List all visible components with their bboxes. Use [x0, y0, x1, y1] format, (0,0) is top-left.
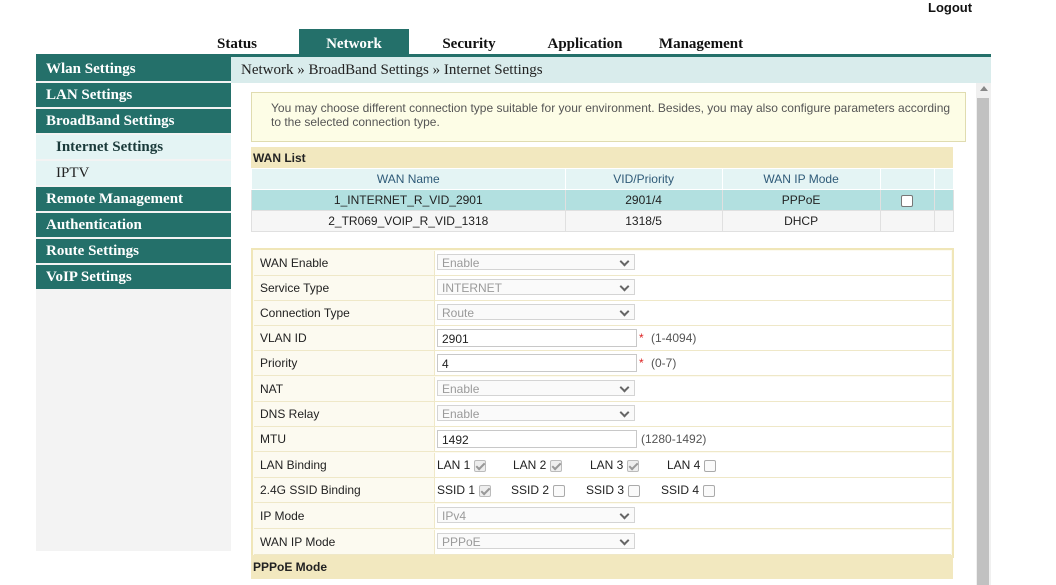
form-row-wan-enable	[254, 251, 951, 276]
lan-2-label: LAN 2	[513, 458, 547, 472]
wan-ip-mode-cell: DHCP	[722, 211, 880, 232]
top-navigation	[196, 29, 757, 54]
lan-3-checkbox[interactable]	[627, 460, 639, 472]
form-row-mtu	[254, 427, 951, 452]
tab-network[interactable]: Network	[299, 29, 409, 54]
wan-list-table	[251, 168, 954, 232]
sidebar-item-wlan-settings[interactable]: Wlan Settings	[36, 57, 231, 81]
sidebar-item-iptv[interactable]: IPTV	[36, 161, 231, 185]
chevron-down-icon	[620, 257, 630, 267]
wan-enable-value: Enable	[442, 256, 480, 270]
wan-enable-label: WAN Enable	[254, 251, 435, 275]
scroll-up-arrow-icon[interactable]	[980, 86, 988, 91]
ssid-3-label: SSID 3	[586, 483, 625, 497]
wan-name-cell: 2_TR069_VOIP_R_VID_1318	[252, 211, 566, 232]
sidebar-item-voip-settings[interactable]: VoIP Settings	[36, 265, 231, 289]
mtu-input[interactable]: 1492	[437, 430, 637, 448]
info-notice: You may choose different connection type suitable for your environment. Besides, you may also configure parameters according to the selected connection type.	[251, 92, 966, 142]
column-header-wan-ip-mode: WAN IP Mode	[722, 169, 880, 190]
mtu-range-hint: (1280-1492)	[641, 432, 707, 446]
nat-label: NAT	[254, 377, 435, 401]
wan-name-cell: 1_INTERNET_R_VID_2901	[252, 190, 566, 211]
main-content	[231, 83, 976, 585]
ssid-2-checkbox[interactable]	[553, 485, 565, 497]
tab-status[interactable]: Status	[216, 36, 257, 52]
sidebar-item-internet-settings[interactable]: Internet Settings	[36, 135, 231, 159]
ip-mode-value: IPv4	[442, 509, 467, 523]
ssid-3-checkbox[interactable]	[628, 485, 640, 497]
lan-3-label: LAN 3	[590, 458, 624, 472]
mtu-label: MTU	[254, 427, 435, 451]
vid-priority-cell: 2901/4	[565, 190, 722, 211]
lan-2-checkbox[interactable]	[550, 460, 562, 472]
logout-link[interactable]: Logout	[928, 0, 973, 15]
form-row-ssid-binding	[254, 478, 951, 503]
lan-4-label: LAN 4	[667, 458, 701, 472]
nat-value: Enable	[442, 382, 480, 396]
column-header-vid-priority: VID/Priority	[565, 169, 722, 190]
chevron-down-icon	[620, 307, 630, 317]
form-row-dns-relay	[254, 402, 951, 427]
lan-1-checkbox[interactable]	[474, 460, 486, 472]
sidebar-item-authentication[interactable]: Authentication	[36, 213, 231, 237]
pppoe-section-title: PPPoE Mode	[253, 560, 328, 574]
select-cell	[880, 211, 935, 232]
row-select-checkbox[interactable]	[901, 195, 913, 207]
vlan-id-input[interactable]: 2901	[437, 329, 637, 347]
chevron-down-icon	[620, 408, 630, 418]
chevron-down-icon	[620, 536, 630, 546]
ssid-4-label: SSID 4	[661, 483, 700, 497]
ssid-3-binding	[586, 483, 640, 497]
chevron-down-icon	[620, 510, 630, 520]
dns-relay-value: Enable	[442, 407, 480, 421]
vid-priority-cell: 1318/5	[565, 211, 722, 232]
wan-ip-mode-cell: PPPoE	[722, 190, 880, 211]
connection-type-select[interactable]	[437, 304, 635, 320]
priority-range-hint: (0-7)	[651, 356, 677, 370]
wan-config-form	[251, 248, 954, 558]
tab-application[interactable]: Application	[547, 36, 623, 52]
form-row-vlan-id	[254, 326, 951, 351]
column-header-select	[880, 169, 935, 190]
sidebar-item-lan-settings[interactable]: LAN Settings	[36, 83, 231, 107]
ssid-2-binding	[511, 483, 565, 497]
priority-input[interactable]: 4	[437, 354, 637, 372]
vertical-scrollbar[interactable]	[976, 83, 991, 585]
lan-1-label: LAN 1	[437, 458, 471, 472]
breadcrumb: Network » BroadBand Settings » Internet Settings	[241, 62, 543, 78]
wan-enable-select[interactable]	[437, 254, 635, 270]
scrollbar-thumb[interactable]	[977, 98, 989, 585]
vlan-id-label: VLAN ID	[254, 326, 435, 350]
tab-spacer	[278, 29, 299, 54]
connection-type-value: Route	[442, 306, 475, 320]
tab-security[interactable]: Security	[442, 36, 496, 52]
form-row-wan-ip-mode	[254, 530, 951, 555]
dns-relay-select[interactable]	[437, 405, 635, 421]
form-row-priority	[254, 351, 951, 376]
priority-label: Priority	[254, 351, 435, 375]
form-row-connection-type	[254, 301, 951, 326]
service-type-label: Service Type	[254, 276, 435, 300]
ssid-binding-label: 2.4G SSID Binding	[254, 478, 435, 502]
lan-3-binding	[590, 458, 639, 472]
column-header-wan-name: WAN Name	[252, 169, 566, 190]
vlan-id-range-hint: (1-4094)	[651, 331, 697, 345]
ssid-1-binding	[437, 483, 491, 497]
ip-mode-select[interactable]	[437, 507, 635, 523]
table-header-row	[252, 169, 954, 190]
lan-binding-label: LAN Binding	[254, 453, 435, 477]
form-row-lan-binding	[254, 453, 951, 478]
ssid-1-label: SSID 1	[437, 483, 476, 497]
table-row[interactable]	[252, 190, 954, 211]
required-marker: *	[639, 356, 644, 370]
form-row-nat	[254, 377, 951, 402]
wan-list-header	[251, 147, 953, 168]
service-type-select[interactable]	[437, 279, 635, 295]
wan-list-title: WAN List	[253, 151, 306, 165]
form-row-service-type	[254, 276, 951, 301]
ssid-2-label: SSID 2	[511, 483, 550, 497]
wan-ip-mode-value: PPPoE	[442, 535, 481, 549]
lan-4-checkbox[interactable]	[704, 460, 716, 472]
chevron-down-icon	[620, 282, 630, 292]
sidebar-item-broadband-settings[interactable]: BroadBand Settings	[36, 109, 231, 133]
nat-select[interactable]	[437, 380, 635, 396]
sidebar-item-route-settings[interactable]: Route Settings	[36, 239, 231, 263]
extra-cell	[935, 190, 954, 211]
lan-1-binding	[437, 458, 486, 472]
ssid-4-checkbox[interactable]	[703, 485, 715, 497]
chevron-down-icon	[620, 383, 630, 393]
service-type-value: INTERNET	[442, 281, 502, 295]
form-row-ip-mode	[254, 504, 951, 529]
wan-ip-mode-label: WAN IP Mode	[254, 530, 435, 554]
wan-ip-mode-select[interactable]	[437, 533, 635, 549]
lan-4-binding	[667, 458, 716, 472]
column-header-extra	[935, 169, 954, 190]
extra-cell	[935, 211, 954, 232]
lan-2-binding	[513, 458, 562, 472]
sidebar	[36, 57, 231, 551]
dns-relay-label: DNS Relay	[254, 402, 435, 426]
table-row[interactable]	[252, 211, 954, 232]
tab-management[interactable]: Management	[658, 36, 744, 52]
required-marker: *	[639, 331, 644, 345]
sidebar-item-remote-management[interactable]: Remote Management	[36, 187, 231, 211]
ssid-4-binding	[661, 483, 715, 497]
ssid-1-checkbox[interactable]	[479, 485, 491, 497]
breadcrumb-bar	[231, 57, 991, 83]
select-cell	[880, 190, 935, 211]
ip-mode-label: IP Mode	[254, 504, 435, 528]
connection-type-label: Connection Type	[254, 301, 435, 325]
pppoe-section-header	[251, 555, 953, 579]
